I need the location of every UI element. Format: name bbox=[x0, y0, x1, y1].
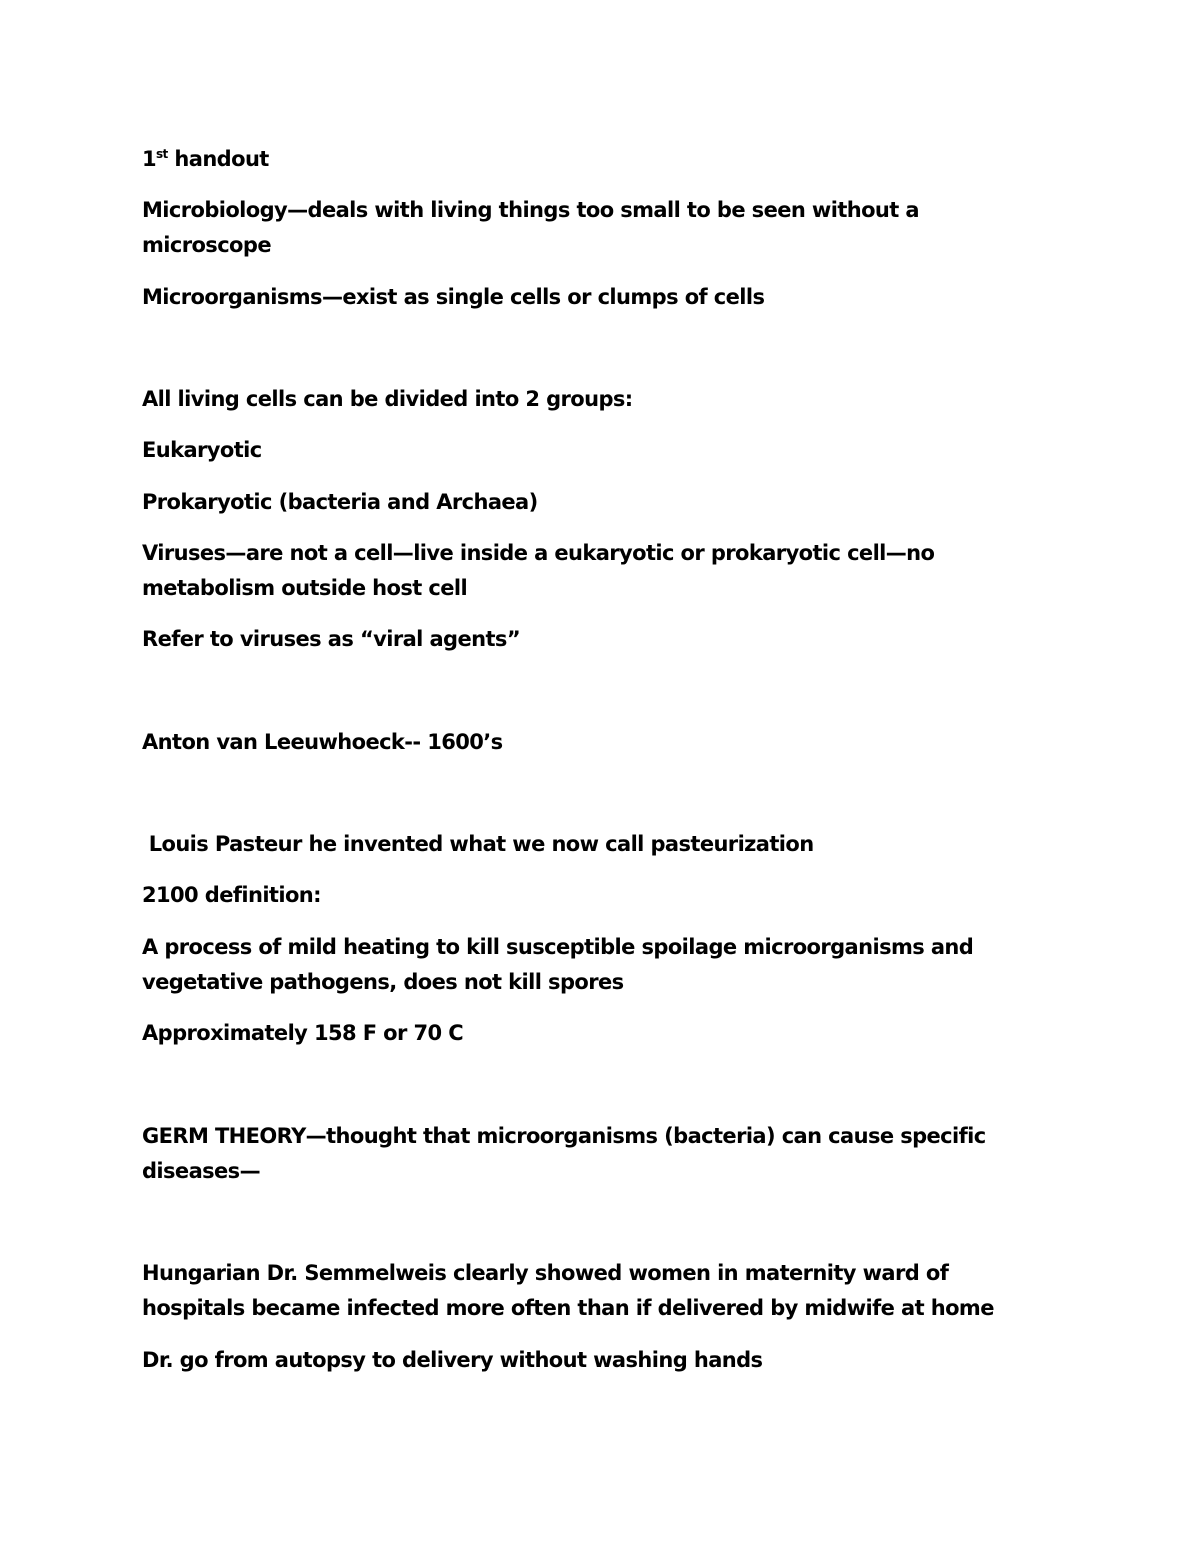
process-line-2: vegetative pathogens, does not kill spores bbox=[142, 970, 624, 994]
approx-temperature-line: Approximately 158 F or 70 C bbox=[142, 1021, 464, 1045]
leeuwhoeck-line: Anton van Leeuwhoeck-- 1600’s bbox=[142, 730, 503, 754]
definition-heading: 2100 definition: bbox=[142, 883, 321, 907]
pasteur-line: Louis Pasteur he invented what we now call pasteurization bbox=[142, 832, 814, 856]
process-line-1: A process of mild heating to kill susceptible spoilage microorganisms and bbox=[142, 935, 974, 959]
handout-number: 1 bbox=[142, 147, 157, 171]
handout-title-text: handout bbox=[167, 147, 269, 171]
semmelweis-line-2: hospitals became infected more often than if delivered by midwife at home bbox=[142, 1296, 994, 1320]
viruses-line-1: Viruses—are not a cell—live inside a eukaryotic or prokaryotic cell—no bbox=[142, 541, 935, 565]
prokaryotic-line: Prokaryotic (bacteria and Archaea) bbox=[142, 490, 538, 514]
viral-agents-line: Refer to viruses as “viral agents” bbox=[142, 627, 521, 651]
all-living-cells-line: All living cells can be divided into 2 groups: bbox=[142, 387, 633, 411]
viruses-line-2: metabolism outside host cell bbox=[142, 576, 468, 600]
handout-title bbox=[142, 142, 1042, 177]
autopsy-line: Dr. go from autopsy to delivery without washing hands bbox=[142, 1348, 763, 1372]
germ-theory-line-2: diseases— bbox=[142, 1159, 260, 1183]
semmelweis-line-1: Hungarian Dr. Semmelweis clearly showed women in maternity ward of bbox=[142, 1261, 949, 1285]
eukaryotic-line: Eukaryotic bbox=[142, 438, 262, 462]
germ-theory-line-1: GERM THEORY—thought that microorganisms (bacteria) can cause specific bbox=[142, 1124, 986, 1148]
microbiology-line-2: microscope bbox=[142, 233, 271, 257]
microorganisms-line: Microorganisms—exist as single cells or clumps of cells bbox=[142, 285, 765, 309]
handout-ordinal: st bbox=[156, 147, 168, 161]
microbiology-line-1: Microbiology—deals with living things too small to be seen without a bbox=[142, 198, 920, 222]
